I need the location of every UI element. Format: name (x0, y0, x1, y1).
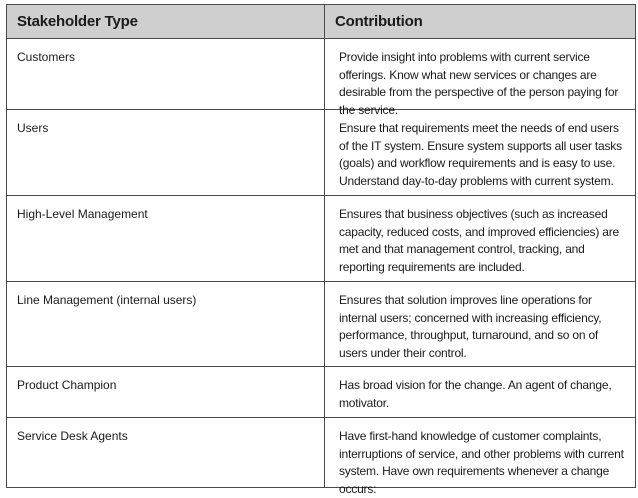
stakeholder-type-cell: Users (7, 110, 325, 195)
stakeholder-type-cell: Customers (7, 39, 325, 109)
table-row (7, 282, 635, 367)
stakeholder-type-cell: Line Management (internal users) (7, 282, 325, 366)
table-header-row (7, 5, 635, 39)
table-row (7, 367, 635, 418)
contribution-cell: Has broad vision for the change. An agent of change, motivator. (339, 378, 612, 410)
stakeholder-type-cell: Service Desk Agents (7, 418, 325, 487)
contribution-cell: Have first-hand knowledge of customer complaints, interruptions of service, and other problems with current system. Have own requirements whenever a change occurs: (339, 429, 624, 496)
table-row (7, 39, 635, 117)
stakeholder-table (6, 4, 636, 496)
stakeholder-type-cell: Product Champion (7, 367, 325, 417)
table-row (7, 110, 635, 196)
column-header-stakeholder-type: Stakeholder Type (7, 5, 325, 38)
contribution-cell: Ensure that requirements meet the needs of end users of the IT system. Ensure system supports all user tasks (goals) and workflow requirements and is easy to use. Understand day-to-day problems with current system. (339, 121, 622, 188)
contribution-cell: Ensures that solution improves line operations for internal users; concerned with increasing efficiency, performance, throughput, turnaround, and so on of users under their control. (339, 293, 602, 360)
contribution-cell: Provide insight into problems with current service offerings. Know what new services or changes are desirable from the perspective of the person paying for the service. (339, 50, 619, 117)
column-header-contribution: Contribution (335, 13, 423, 30)
contribution-cell: Ensures that business objectives (such as increased capacity, reduced costs, and improved efficiencies) are met and that management control, tracking, and reporting requirements are included. (339, 207, 620, 274)
table-row (7, 196, 635, 282)
stakeholder-type-cell: High-Level Management (7, 196, 325, 281)
